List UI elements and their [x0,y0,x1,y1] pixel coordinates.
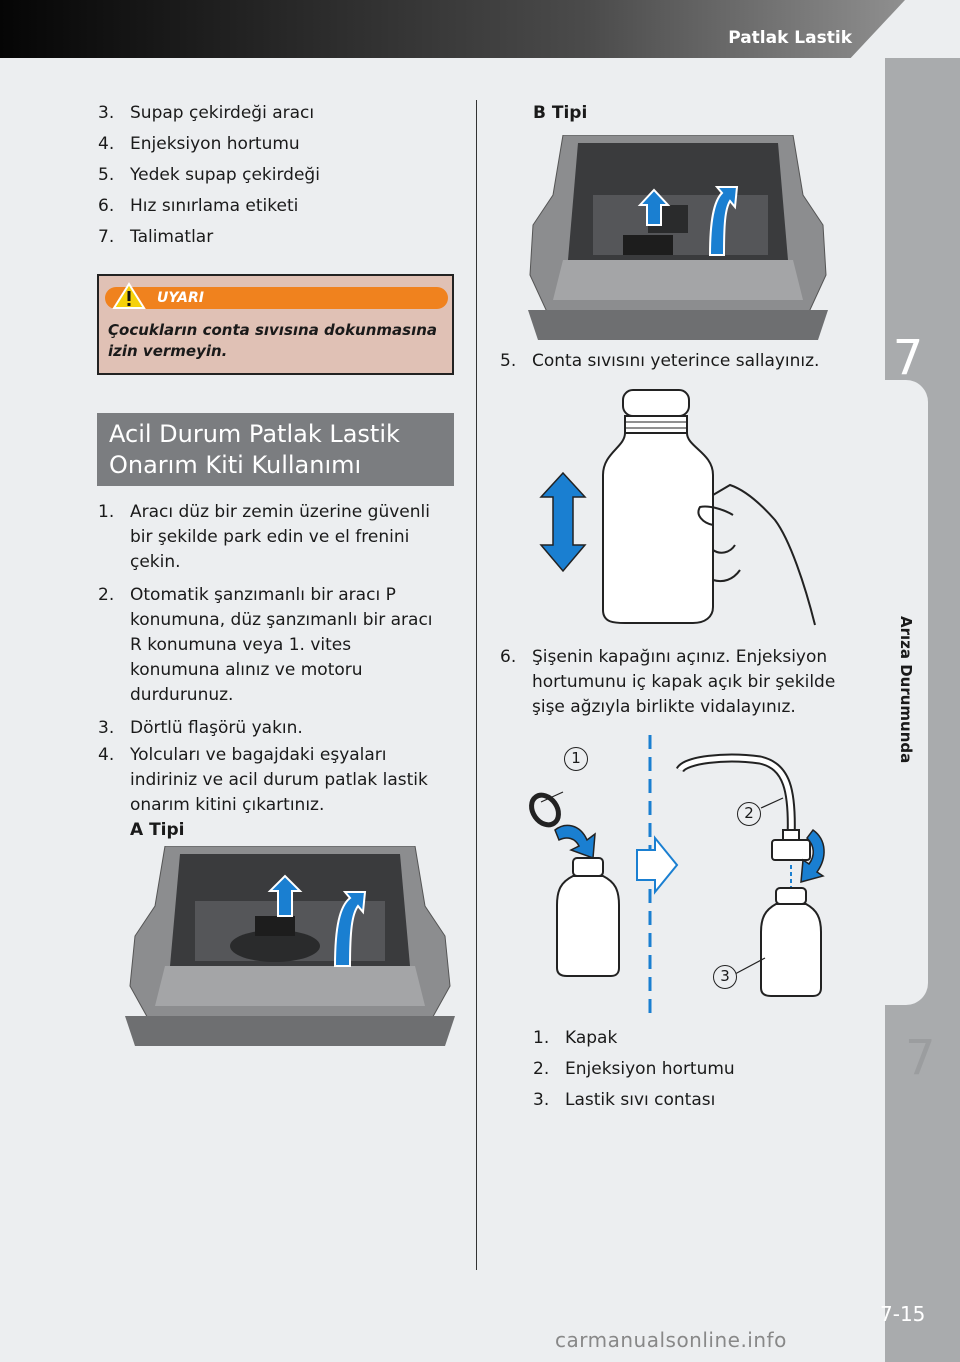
chapter-number-ghost: 7 [905,1030,936,1086]
steps-list-left [98,500,433,843]
watermark: carmanualsonline.info [555,1328,787,1352]
step-5 [500,349,860,380]
hose-assembly-image [525,730,835,1020]
trunk-type-a-image [125,846,455,1046]
list-item: 5. Yedek supap çekirdeği [98,165,320,185]
callout-1: 1 [564,747,588,771]
list-item: 6. Hız sınırlama etiketi [98,196,299,216]
warning-text: Çocukların conta sıvısına dokunmasına izin vermeyin. [108,321,438,360]
list-item: 1. Aracı düz bir zemin üzerine güvenli bir şekilde park edin ve el frenini çekin. [98,502,430,572]
list-item: 2. Otomatik şanzımanlı bir aracı P konumuna, düz şanzımanlı bir aracı R konumuna veya 1. vites konumuna alınız ve motoru durdurunuz. [98,585,433,705]
list-item: 3. Dörtlü flaşörü yakın. [98,718,303,738]
chapter-number: 7 [892,330,924,386]
list-item: 3. Supap çekirdeği aracı [98,103,315,123]
list-item: 2. Enjeksiyon hortumu [533,1059,735,1079]
callout-2: 2 [737,802,761,826]
trunk-type-b-image [528,135,828,340]
list-item: 6. Şişenin kapağını açınız. Enjeksiyon hortumunu iç kapak açık bir şekilde şişe ağzıyla birlikte vidalayınız. [500,647,836,717]
bottle-shake-image [535,385,820,635]
list-item: 1. Kapak [533,1028,618,1048]
list-item: 5. Conta sıvısını yeterince sallayınız. [500,351,820,371]
list-item: 3. Lastik sıvı contası [533,1090,716,1110]
type-b-label: B Tipi [533,103,588,123]
step-6 [500,645,860,726]
column-divider [476,100,477,1270]
warning-title: UYARI [157,290,204,306]
list-item: 4. Yolcuları ve bagajdaki eşyaları indiriniz ve acil durum patlak lastik onarım kitini çıkartınız. [98,745,428,815]
list-item: 4. Enjeksiyon hortumu [98,134,300,154]
header-title: Patlak Lastik [728,28,852,48]
list-item: 7. Talimatlar [98,227,214,247]
type-a-label: A Tipi [130,820,185,840]
legend-list [533,1026,833,1119]
section-heading: Acil Durum Patlak Lastik Onarım Kiti Kullanımı [97,413,454,486]
warning-icon [112,282,146,310]
warning-box [97,274,454,375]
callout-3: 3 [713,965,737,989]
parts-list [98,101,458,256]
page-number: 7-15 [880,1302,926,1326]
chapter-label: Arıza Durumunda [897,616,915,764]
